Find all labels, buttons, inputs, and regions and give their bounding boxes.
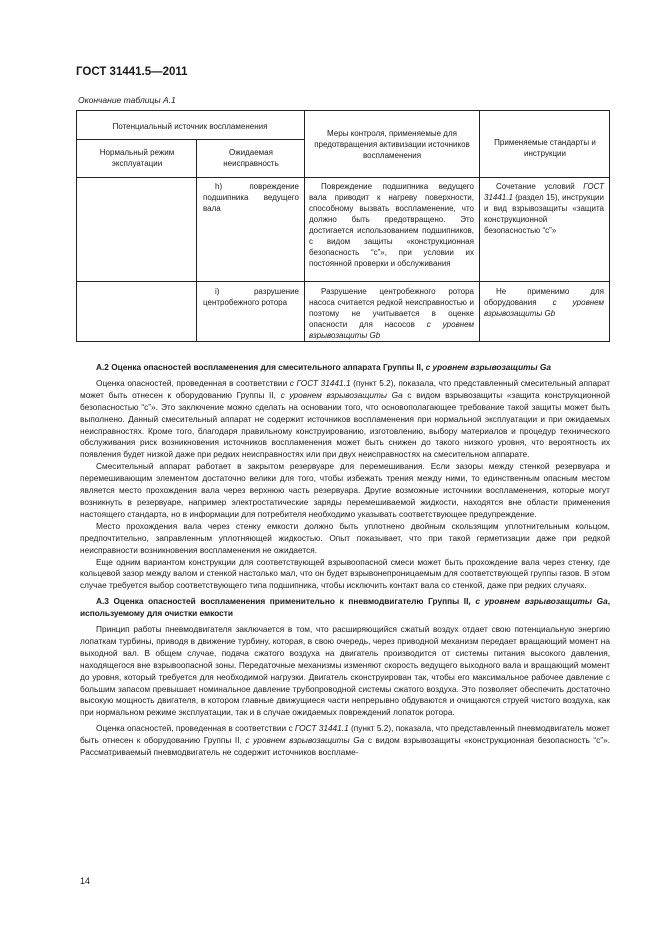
section-a2-heading: А.2 Оценка опасностей воспламенения для смесительного аппарата Группы II, с уровнем взрывозащиты Ga xyxy=(96,362,551,372)
table-border-left xyxy=(76,110,77,342)
row-i-measures: Разрушение центробежного ротора насоса считается редкой неисправностью и поэтому не учитывается в оценке опасности для насосов с уровнем взрывозащиты Gb xyxy=(309,287,474,340)
table-divider-v3 xyxy=(479,110,480,342)
table-divider-v2 xyxy=(304,110,305,342)
section-a2 xyxy=(80,362,610,759)
table-divider-row xyxy=(76,281,610,282)
header-expected-fault: Ожидаемая неисправность xyxy=(223,148,279,168)
row-h-fault: h) повреждение подшипника ведущего вала xyxy=(203,182,299,213)
table-divider-header xyxy=(76,177,610,178)
header-control-measures: Меры контроля, применяемые для предотвращения активизации источников воспламенения xyxy=(314,129,470,160)
page-number: 14 xyxy=(80,876,91,886)
row-h-measures: Повреждение подшипника ведущего вала приводит к нагреву поверхности, способному вызвать воспламенение, что должно быть предотвращено. Это достигается использованием подшипников, с видом защиты «конструкционная безопасность “с”», при условии их постоянной проверки и обслуживания xyxy=(309,182,474,268)
header-potential-source: Потенциальный источник воспламенения xyxy=(112,122,268,131)
table-divider-group xyxy=(76,139,304,140)
table-caption: Окончание таблицы А.1 xyxy=(78,95,176,105)
ignition-source-table xyxy=(76,110,610,342)
section-a2-paragraph-4: Еще одним вариантом конструкции для соответствующей взрывоопасной смеси может быть прохождение вала через стенку, где кольцевой зазор между валом и стенкой настолько мал, что он будет взрывонепроницаемым для соответствующей группы газов. В этом случае требуется выбор соответствующего типа подшипника, чтобы исключить контакт вала со стенкой, даже при редких случаях. xyxy=(80,556,610,591)
section-a3-paragraph-1: Принцип работы пневмодвигателя заключается в том, что расширяющийся сжатый воздух отдает свою потенциальную энергию лопаткам турбины, приводя в движение турбину, которая, в свою очередь, через приводной механизм передает вращающий момент на выходной вал. В общем случае, подача сжатого воздуха на двигатель производится от системы питания высокого давления, находящегося вне взрывоопасной зоны. Передаточные механизмы изменяют скорость ведущего выходного вала и вращающий момент до уровня, который требуется для необходимой нагрузки. Двигатель сконструирован так, чтобы его максимальное рабочее давление с большим запасом превышает номинальное давление трубопроводной системы сжатого воздуха. Это позволяет обеспечить достаточно высокую мощность двигателя, в котором главные движущиеся части непрерывно обдуваются и очищаются струей чистого воздуха, как при нормальном режиме эксплуатации, так и в случае ожидаемых повреждений лопаток ротора. xyxy=(80,624,610,718)
table-border-bottom xyxy=(76,341,610,342)
row-h-standards: Сочетание условий ГОСТ 31441.1 (раздел 15), инструкции и вид взрывозащиты «защита конструкционной безопасностью “с”» xyxy=(484,182,604,235)
section-a3-paragraph-2: Оценка опасностей, проведенная в соответствии с ГОСТ 31441.1 (пункт 5.2), показала, что представленный пневмодвигатель может быть отнесен к оборудованию Группы II, с уровнем взрывозащиты Ga с видом взрывозащиты «конструкционная безопасность “с”». Рассматриваемый пневмодвигатель не содержит источников воспламе- xyxy=(80,723,610,758)
section-a3-heading: А.3 Оценка опасностей воспламенения применительно к пневмодвигателю Группы II, с уровнем взрывозащиты Ga, используемому для очистки емкости xyxy=(80,596,611,619)
table-border-right xyxy=(609,110,610,342)
section-a2-paragraph-1: Оценка опасностей, проведенная в соответствии с ГОСТ 31441.1 (пункт 5.2), показала, что представленный смесительный аппарат может быть отнесен к оборудованию Группы II, с уровнем взрывозащиты Ga с видом взрывозащиты «защита конструкционной безопасностью “с”». Это заключение можно сделать на основании того, что основополагающее требование такой защиты может быть выполнено. Данный смесительный аппарат не содержит источников воспламенения при нормальной эксплуатации и при ожидаемых неисправностях. Кроме того, благодаря правильному конструированию, изготовлению, выбору материалов и процедур технического обслуживания риск возникновения источников воспламенения может быть снижен до такого низкого уровня, что вероятность их появления будет низкой даже при редких неисправностях или при двух неисправностях на смесительном аппарате. xyxy=(80,377,610,460)
header-normal-mode: Нормальный режим эксплуатации xyxy=(99,148,175,168)
table-divider-v1 xyxy=(196,139,197,342)
section-a2-paragraph-2: Смесительный аппарат работает в закрытом резервуаре для перемешивания. Если зазоры между стенкой резервуара и перемешивающим элементом достаточно велики для того, чтобы избежать трения между ними, то единственным опасным местом является место прохождения вала через верхнюю часть резервуара. Другие возможные источники воспламенения, которые могут возникнуть в резервуаре, например электростатические заряды перемешиваемой жидкости, находятся вне области применения настоящего стандарта, но в информации для потребителя необходимо указывать соответствующее предупреждение. xyxy=(80,461,610,519)
row-i-fault: i) разрушение центробежного ротора xyxy=(203,287,299,307)
section-a2-paragraph-3: Место прохождения вала через стенку емкости должно быть уплотнено двойным скользящим уплотнительным кольцом, предпочтительно, заправленным уплотняющей жидкостью. Опыт показывает, что при такой герметизации даже при редкой неисправности возникновения воспламенения не ожидается. xyxy=(80,520,610,555)
table-border-top xyxy=(76,110,610,111)
document-header: ГОСТ 31441.5—2011 xyxy=(76,66,188,78)
row-i-standards: Не применимо для оборудования с уровнем взрывозащиты Gb xyxy=(484,287,604,318)
header-standards: Применяемые стандарты и инструкции xyxy=(494,138,596,158)
